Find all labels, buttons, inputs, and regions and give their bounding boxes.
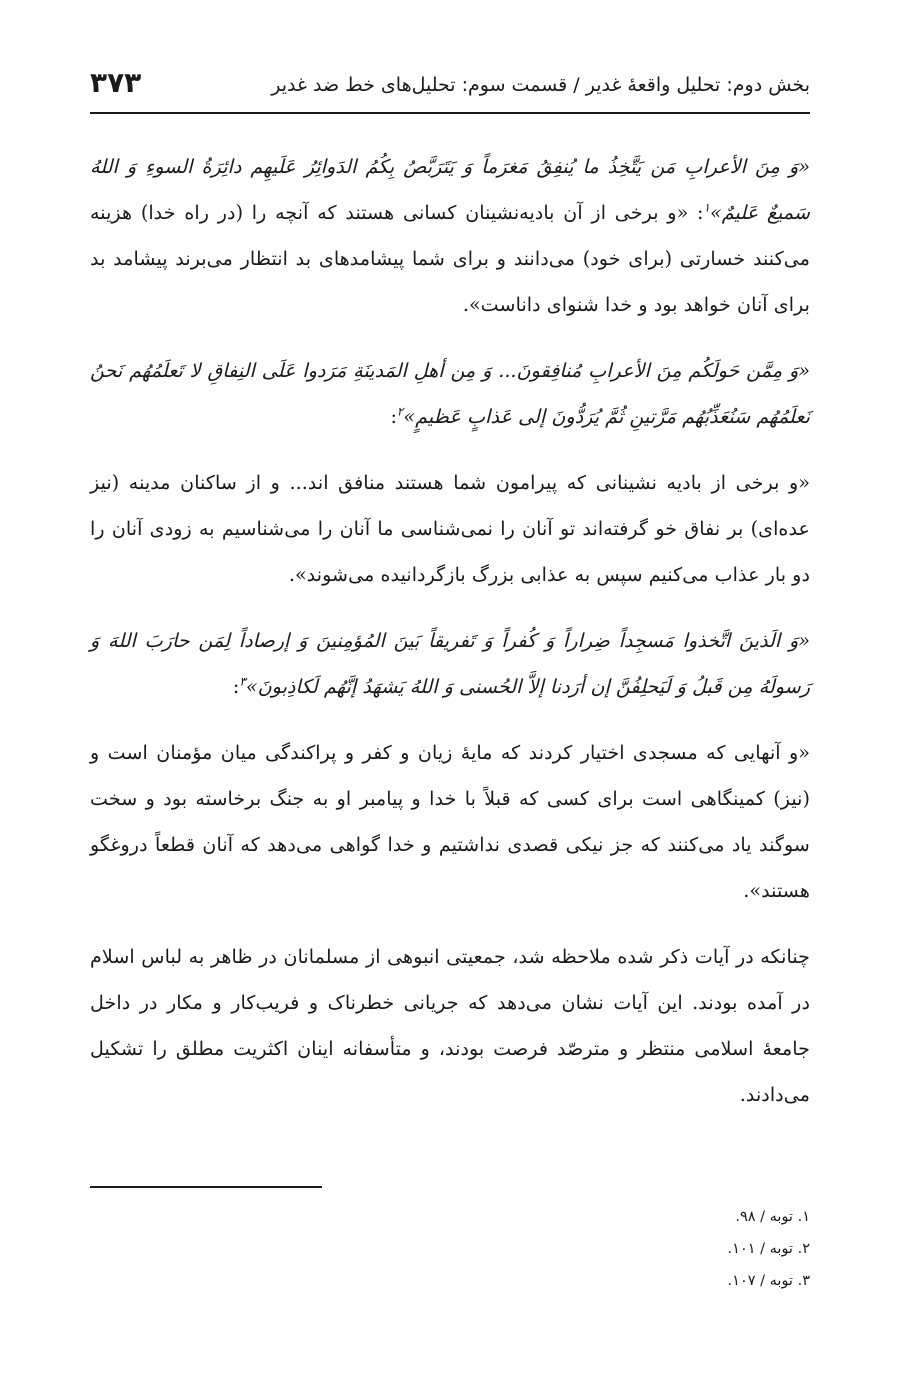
- verse-tail: :: [232, 675, 240, 698]
- footnote-2: ۲. توبه / ۱۰۱.: [727, 1241, 810, 1257]
- verse-text: «وَ مِمَّن حَولَکُم مِنَ الأعرابِ مُنافِقونَ... وَ مِن أهلِ المَدینَةِ مَرَدوا عَلَی النِفاقِ لا تَعلَمُهُم نَحنُ نَعلَمُهُم سَنُعَذِّبُهُم مَرَّتینِ ثُمَّ یُرَدُّونَ إلی عَذابٍ عَظیمٍ»: [90, 359, 810, 428]
- footnote-3: ۳. توبه / ۱۰۷.: [727, 1273, 810, 1289]
- footnote-1: ۱. توبه / ۹۸.: [735, 1209, 810, 1225]
- commentary-text: چنانکه در آیات ذکر شده ملاحظه شد، جمعیتی انبوهی از مسلمانان در ظاهر به لباس اسلام در آمده بودند. این آیات نشان می‌دهد که جریانی خطرناک و فریب‌کار و مکار در داخل جامعهٔ اسلامی منتظر و مترصّد فرصت بودند، و متأسفانه اینان اکثریت مطلق را تشکیل می‌دادند.: [90, 945, 810, 1106]
- header-rule: [90, 112, 810, 114]
- translation-text: : «و برخی از آن بادیه‌نشینان کسانی هستند که آنچه را (در راه خدا) هزینه می‌کنند خسارتی (برای خود) می‌دانند و برای شما پیشامدهای بد انتظار می‌برند پیشامد بد برای آنان خواهد بود و خدا شنوای داناست».: [90, 201, 810, 316]
- paragraph-translation-107: [90, 730, 810, 914]
- page-number: ۳۷۳: [90, 66, 142, 99]
- paragraph-translation-101: [90, 460, 810, 598]
- footnote-ref: ۱: [703, 200, 710, 215]
- translation-text: «و آنهایی که مسجدی اختیار کردند که مایهٔ زیان و کفر و پراکندگی میان مؤمنان است و (نیز) کمینگاهی است برای کسی که قبلاً با خدا و پیامبر او به جنگ برخاسته بود و سخت سوگند یاد می‌کنند که جز نیکی قصدی نداشتیم و خدا گواهی می‌دهد که آنان قطعاً دروغگو هستند».: [90, 741, 810, 902]
- verse-text: «وَ مِنَ الأعرابِ مَن یَتَّخِذُ ما یُنفِقُ مَغرَماً وَ یَتَرَبَّصُ بِکُمُ الدَوائِرُ عَلَیهِم دائِرَةُ السوءِ وَ اللهُ سَمیعٌ عَلیمٌ»: [90, 155, 810, 224]
- translation-text: «و برخی از بادیه نشینانی که پیرامون شما هستند منافق اند... و از ساکنان مدینه (نیز عده‌ای) بر نفاق خو گرفته‌اند تو آنان را نمی‌شناسی ما آنان را می‌شناسیم به زودی آنان را دو بار عذاب می‌کنیم سپس به عذابی بزرگ بازگردانیده می‌شوند».: [90, 471, 810, 586]
- verse-text: «وَ الَذینَ اتَّخذوا مَسجِداً ضِراراً وَ کُفراً وَ تَفریقاً بَینَ المُؤمِنینَ وَ إرصاداً لِمَن حارَبَ اللهَ وَ رَسولَهُ مِن قَبلُ وَ لَیَحلِفُنَّ إن أرَدنا إلاَّ الحُسنی وَ اللهُ یَشهَدُ إنَّهُم لَکاذِبونَ»: [90, 629, 810, 698]
- verse-tail: :: [390, 405, 397, 428]
- footnote-ref: ۳: [239, 674, 246, 689]
- footnote-ref: ۲: [396, 404, 404, 419]
- paragraph-verse-107: [90, 618, 810, 710]
- page-header: [90, 62, 810, 114]
- footnote-rule: [90, 1186, 322, 1188]
- paragraph-commentary: [90, 934, 810, 1118]
- running-title: بخش دوم: تحلیل واقعهٔ غدیر / قسمت سوم: تحلیل‌های خط ضد غدیر: [271, 74, 810, 96]
- footnotes: [90, 1202, 810, 1298]
- paragraph-verse-98: [90, 144, 810, 328]
- paragraph-verse-101: [90, 348, 810, 440]
- body-text: [90, 144, 810, 1138]
